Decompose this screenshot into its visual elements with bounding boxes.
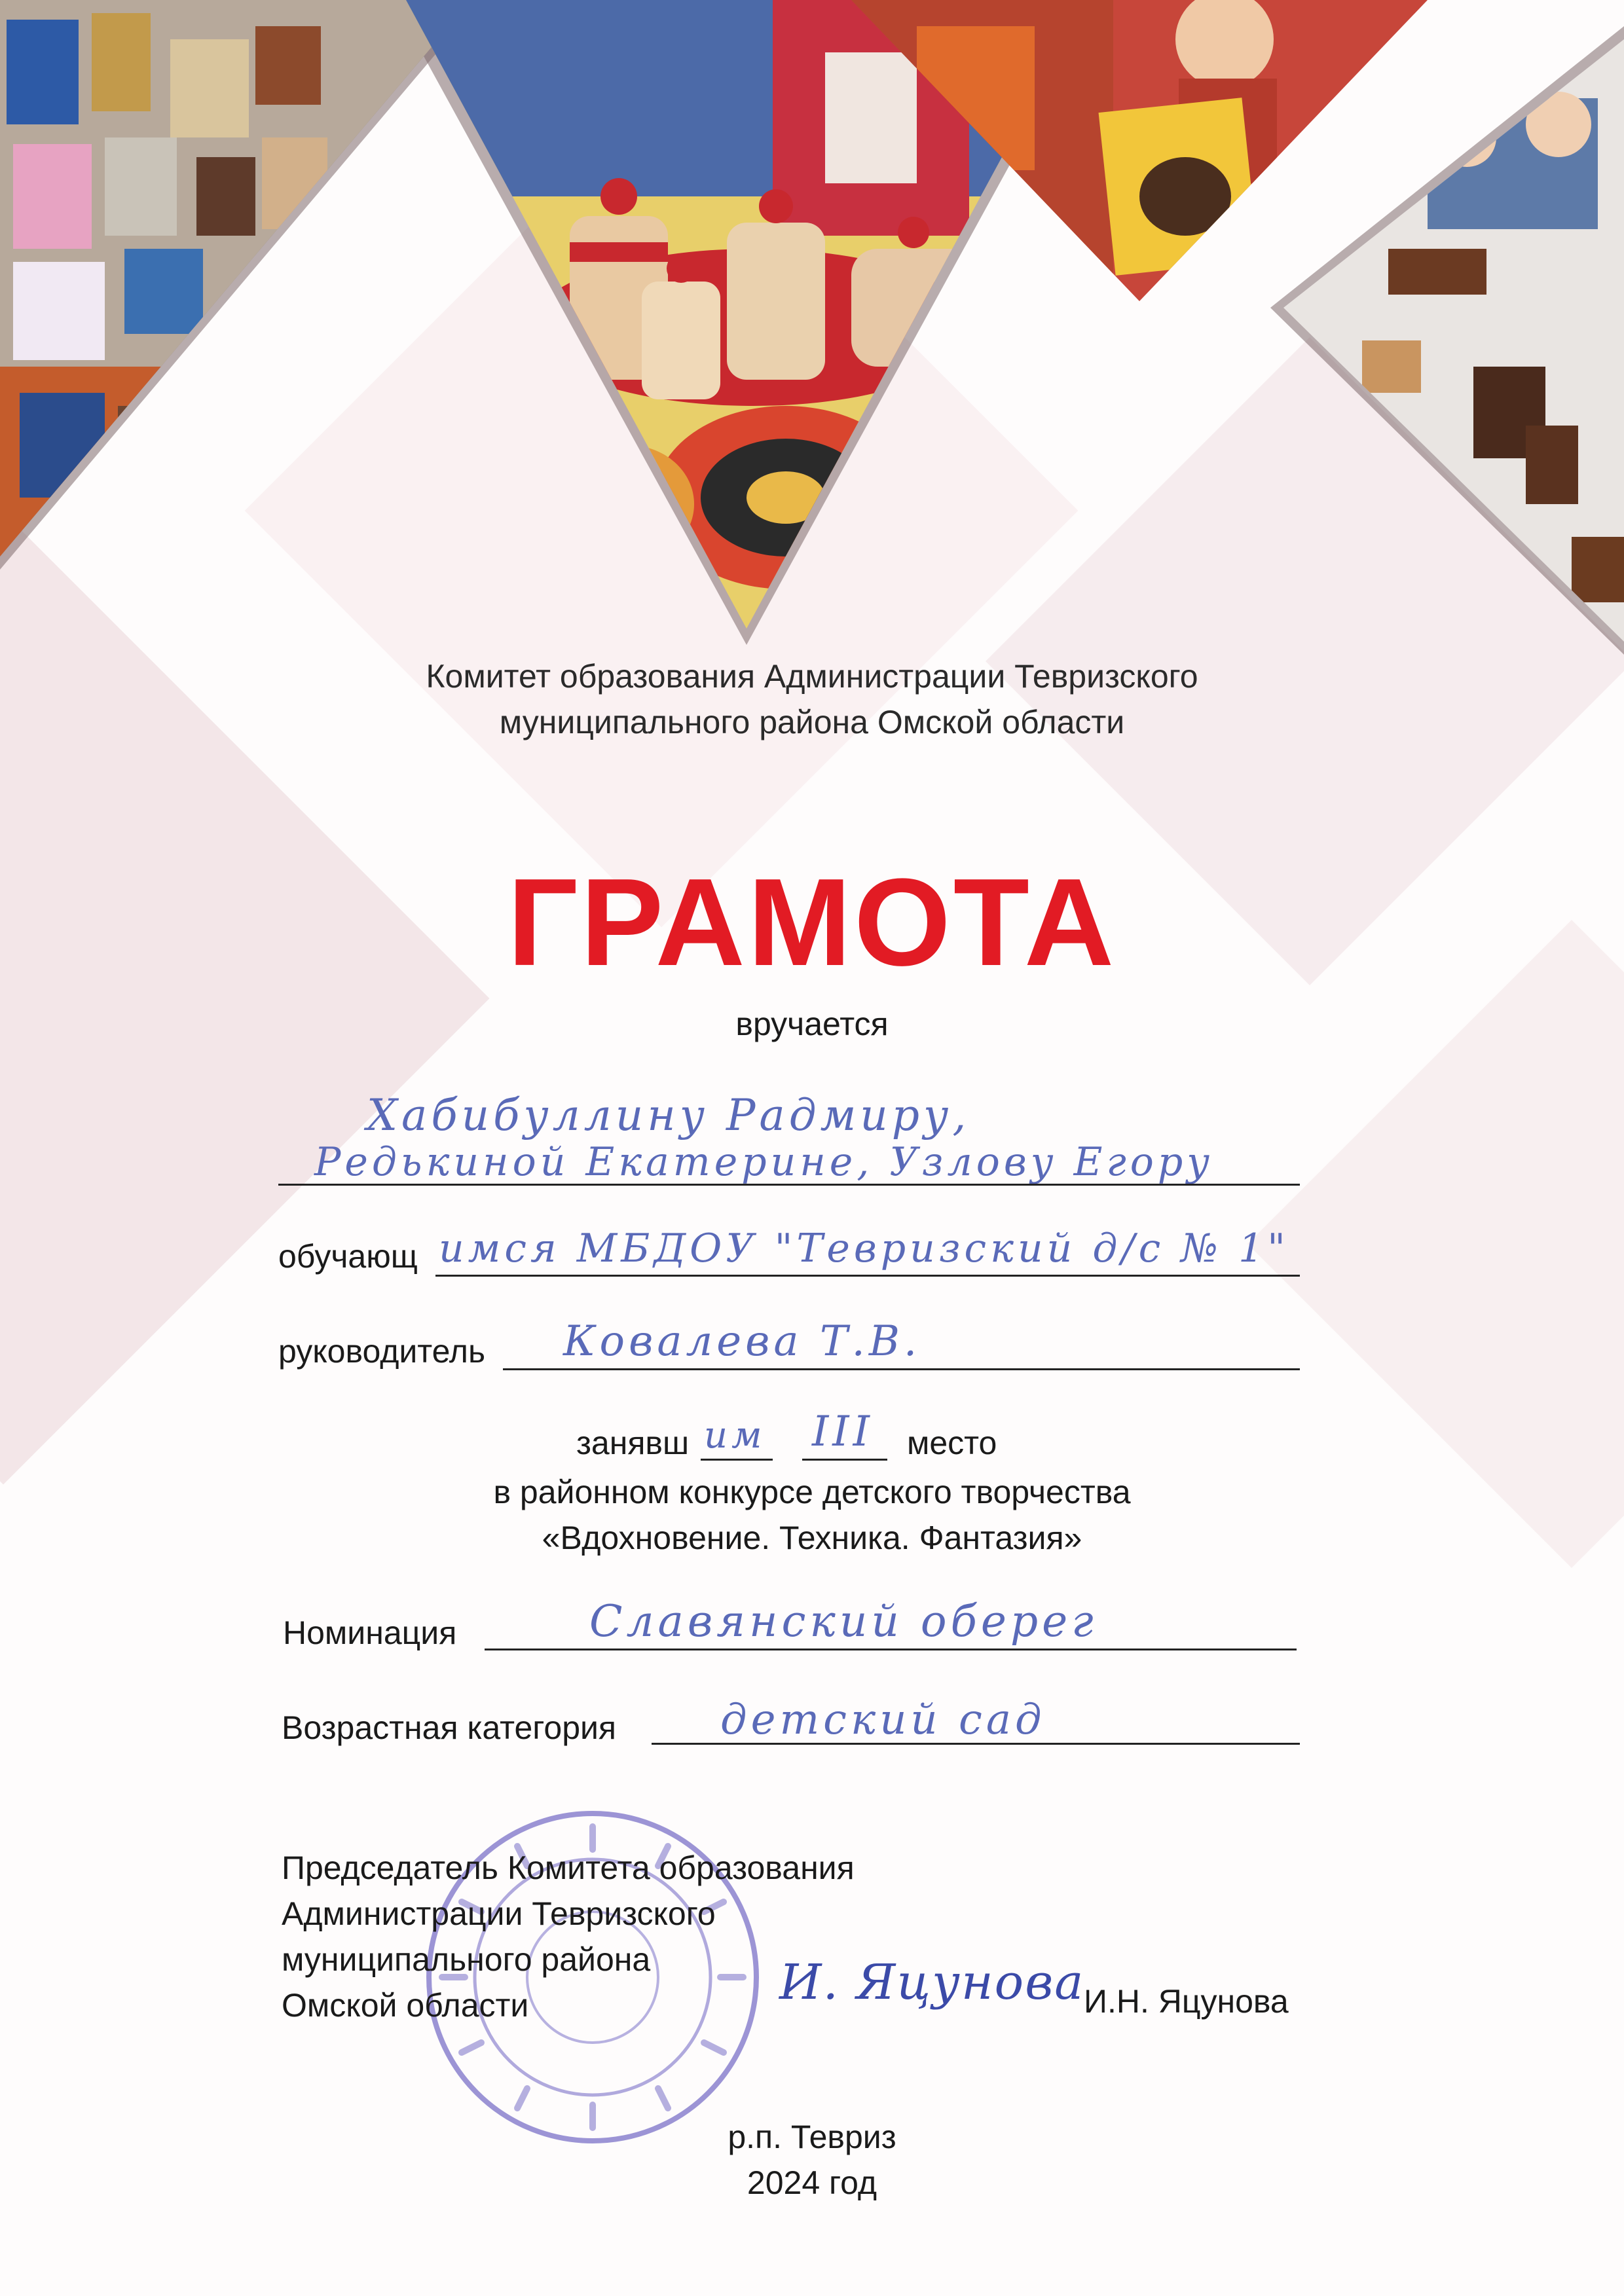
certificate-title: ГРАМОТА [507, 853, 1117, 992]
footer-year: 2024 год [747, 2164, 877, 2201]
place-label-start: занявш [576, 1425, 690, 1461]
presented-to-label: вручается [735, 1006, 889, 1042]
nomination-underline [485, 1649, 1297, 1650]
recipients-line-2: Редькиной Екатерине, Узлову Егору [314, 1139, 1214, 1185]
place-value-underline [802, 1459, 887, 1461]
age-category-value: детский сад [720, 1696, 1046, 1744]
leader-label: руководитель [278, 1333, 486, 1370]
signatory-line-1: Председатель Комитета образования [282, 1850, 855, 1886]
student-value: имся МБДОУ "Тевризский д/с № 1" [439, 1226, 1289, 1271]
recipients-line-1: Хабибуллину Радмиру, [367, 1090, 970, 1140]
photo-workshop [1270, 26, 1624, 655]
recipients-underline [278, 1184, 1300, 1186]
place-suffix-underline [701, 1459, 773, 1461]
place-label-end: место [907, 1425, 997, 1461]
student-underline [435, 1275, 1300, 1277]
photo-collage [0, 0, 1624, 655]
place-suffix: им [704, 1414, 766, 1457]
signatory-name: И.Н. Яцунова [1084, 1983, 1289, 2020]
footer-place: р.п. Тевриз [728, 2119, 896, 2155]
place-value: III [812, 1408, 874, 1456]
leader-underline [503, 1368, 1300, 1370]
signatory-line-2: Администрации Тевризского [282, 1895, 716, 1932]
signatory-title [282, 1845, 855, 2028]
signatory-line-4: Омской области [282, 1987, 529, 2024]
leader-value: Ковалева Т.В. [563, 1317, 921, 1366]
student-label: обучающ [278, 1238, 418, 1275]
age-category-label: Возрастная категория [282, 1709, 617, 1746]
nomination-label: Номинация [283, 1614, 457, 1651]
issuer-line-2: муниципального района Омской области [499, 704, 1125, 740]
issuer-line-1: Комитет образования Администрации Тевризского [426, 658, 1198, 695]
signatory-line-3: муниципального района [282, 1941, 651, 1978]
photo-exhibition [0, 0, 485, 576]
nomination-value: Славянский оберег [589, 1596, 1098, 1647]
age-category-underline [652, 1743, 1300, 1745]
signature: И. Яцунова [779, 1954, 1085, 2011]
contest-line-1: в районном конкурсе детского творчества [493, 1474, 1131, 1510]
contest-line-2: «Вдохновение. Техника. Фантазия» [542, 1520, 1082, 1556]
